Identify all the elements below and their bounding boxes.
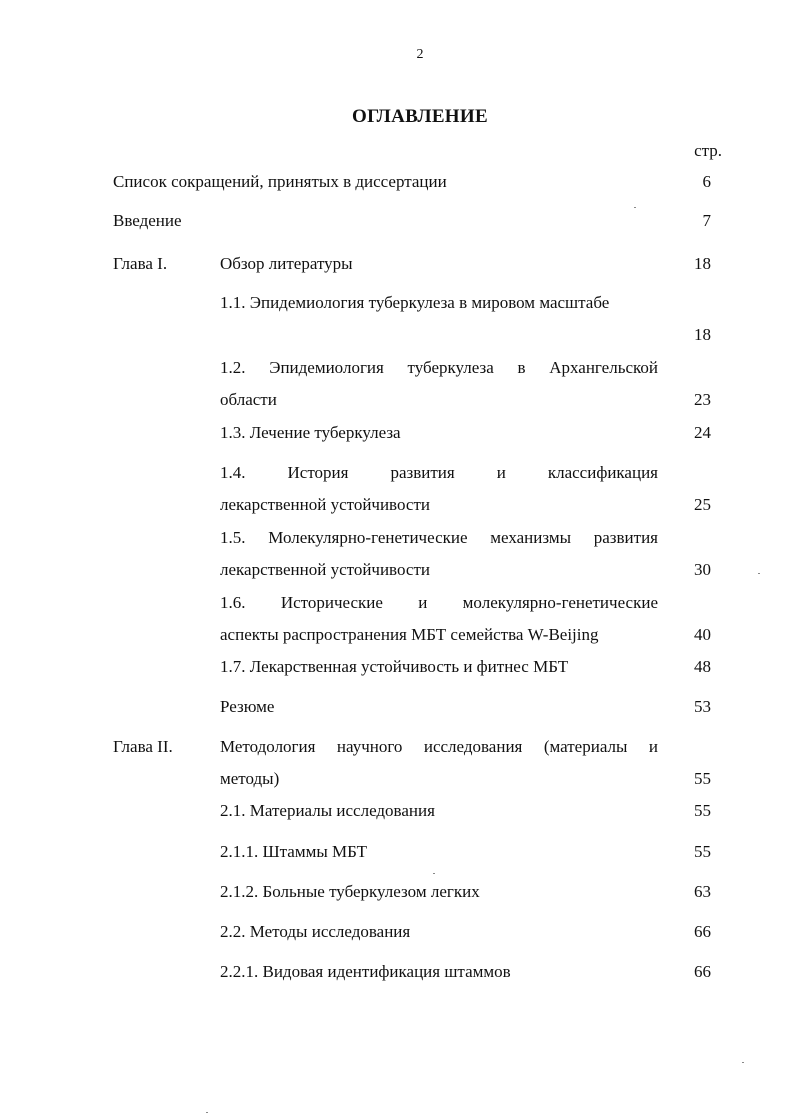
page-number: 2	[416, 47, 424, 62]
toc-page-1-1: 18	[694, 325, 711, 344]
toc-entry-1-4-line1: 1.4. История развития и классификация	[220, 463, 658, 482]
toc-page-1-5: 30	[694, 560, 711, 579]
toc-entry-2-1-2: 2.1.2. Больные туберкулезом легких	[220, 882, 480, 901]
toc-page-2-2: 66	[694, 922, 711, 941]
toc-entry-1-1: 1.1. Эпидемиология туберкулеза в мировом масштабе	[220, 293, 610, 312]
scan-speck	[206, 1112, 208, 1113]
page-column-header: стр.	[694, 141, 722, 160]
toc-page-abbreviations: 6	[702, 172, 711, 191]
toc-chapter-2-label: Глава II.	[113, 737, 173, 756]
toc-page-2-1: 55	[694, 801, 711, 820]
toc-chapter-1-label: Глава I.	[113, 254, 168, 273]
scan-speck	[634, 207, 636, 208]
toc-page-2-1-1: 55	[694, 842, 711, 861]
toc-entry-2-2-1: 2.2.1. Видовая идентификация штаммов	[220, 962, 511, 981]
toc-entry-1-2-line2: области	[220, 390, 277, 409]
toc-page-1-4: 25	[694, 495, 711, 514]
toc-entry-introduction: Введение	[113, 211, 182, 230]
toc-entry-2-2: 2.2. Методы исследования	[220, 922, 411, 941]
toc-entry-2-1: 2.1. Материалы исследования	[220, 801, 435, 820]
toc-entry-chapter-2-line1: Методология научного исследования (материалы и	[220, 737, 658, 756]
toc-entry-1-6-line2: аспекты распространения МБТ семейства W-Beijing	[220, 625, 599, 644]
toc-page-introduction: 7	[702, 211, 711, 230]
scan-speck	[433, 873, 435, 874]
toc-entry-1-6-line1: 1.6. Исторические и молекулярно-генетические	[220, 593, 658, 612]
toc-entry-chapter-1: Обзор литературы	[220, 254, 353, 273]
toc-page-1-7: 48	[694, 657, 711, 676]
toc-page-1-3: 24	[694, 423, 711, 442]
toc-page-1-6: 40	[694, 625, 711, 644]
toc-entry-1-4-line2: лекарственной устойчивости	[220, 495, 430, 514]
scan-speck	[742, 1062, 744, 1063]
toc-page-2-2-1: 66	[694, 962, 711, 981]
toc-page-summary: 53	[694, 697, 711, 716]
toc-page-chapter-2: 55	[694, 769, 711, 788]
toc-page-1-2: 23	[694, 390, 711, 409]
toc-entry-1-2-line1: 1.2. Эпидемиология туберкулеза в Архангельской	[220, 358, 658, 377]
toc-entry-summary: Резюме	[220, 697, 275, 716]
scan-speck	[758, 573, 760, 574]
toc-page-chapter-1: 18	[694, 254, 711, 273]
toc-entry-1-3: 1.3. Лечение туберкулеза	[220, 423, 401, 442]
toc-entry-1-5-line1: 1.5. Молекулярно-генетические механизмы развития	[220, 528, 658, 547]
toc-entry-chapter-2-line2: методы)	[220, 769, 280, 788]
toc-entry-1-7: 1.7. Лекарственная устойчивость и фитнес МБТ	[220, 657, 569, 676]
toc-entry-abbreviations: Список сокращений, принятых в диссертации	[113, 172, 447, 191]
toc-entry-1-5-line2: лекарственной устойчивости	[220, 560, 430, 579]
toc-page-2-1-2: 63	[694, 882, 711, 901]
toc-title: ОГЛАВЛЕНИЕ	[352, 106, 488, 127]
toc-entry-2-1-1: 2.1.1. Штаммы МБТ	[220, 842, 368, 861]
